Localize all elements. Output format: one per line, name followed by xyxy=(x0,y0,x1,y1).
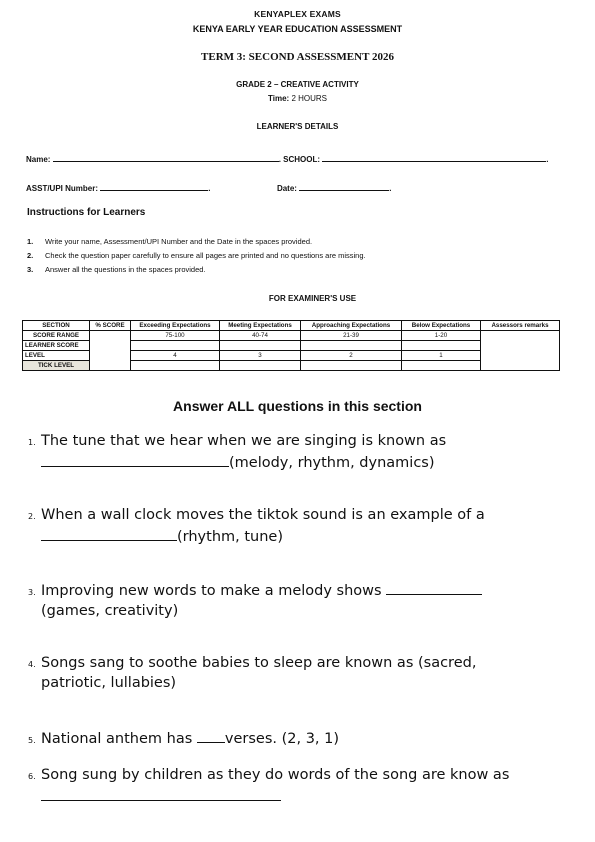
upi-date-row: ASST/UPI Number: . Date: . xyxy=(26,184,392,193)
school-field[interactable] xyxy=(322,153,546,162)
answer-blank[interactable] xyxy=(41,786,281,801)
question-2: 2. When a wall clock moves the tiktok sound is an example of a (rhythm, tune) xyxy=(28,507,485,545)
instruction-item: 1. Write your name, Assessment/UPI Number and the Date in the spaces provided. xyxy=(27,237,313,246)
term-heading: TERM 3: SECOND ASSESSMENT 2026 xyxy=(201,51,394,63)
question-3: 3. Improving new words to make a melody shows (games, creativity) xyxy=(28,580,568,621)
column-header: Meeting Expectations xyxy=(220,321,301,331)
table-cell[interactable] xyxy=(220,341,301,351)
table-cell: 40-74 xyxy=(220,331,301,341)
examiner-table xyxy=(22,320,560,371)
table-cell[interactable] xyxy=(402,361,481,371)
learner-details-heading: LEARNER'S DETAILS xyxy=(256,122,339,131)
column-header: SECTION xyxy=(23,321,90,331)
section-title: Answer ALL questions in this section xyxy=(173,398,422,414)
table-cell: 21-39 xyxy=(301,331,402,341)
time-allowed xyxy=(0,94,595,103)
table-row xyxy=(23,331,560,341)
assessment-title: KENYA EARLY YEAR EDUCATION ASSESSMENT xyxy=(192,24,403,34)
table-header-row xyxy=(23,321,560,331)
column-header: Below Expectations xyxy=(402,321,481,331)
table-cell: 4 xyxy=(131,351,220,361)
instruction-item: 2. Check the question paper carefully to ensure all pages are printed and no questions are missing. xyxy=(27,251,366,260)
percent-score-cell[interactable] xyxy=(90,331,131,371)
date-field[interactable] xyxy=(299,182,389,191)
name-school-row: Name: . SCHOOL: . xyxy=(26,155,549,164)
assessor-remarks-cell[interactable] xyxy=(481,331,560,371)
table-cell[interactable] xyxy=(301,341,402,351)
answer-blank[interactable] xyxy=(197,728,225,743)
answer-blank[interactable] xyxy=(386,580,482,595)
question-4: 4. Songs sang to soothe babies to sleep are known as (sacred, patriotic, lullabies) xyxy=(28,655,477,691)
column-header: Approaching Expectations xyxy=(301,321,402,331)
table-cell: 1-20 xyxy=(402,331,481,341)
time-label: Time: xyxy=(268,94,290,103)
grade-subject: GRADE 2 – CREATIVE ACTIVITY xyxy=(236,80,359,89)
upi-label: ASST/UPI Number: xyxy=(26,184,99,193)
row-label: TICK LEVEL xyxy=(23,361,90,371)
table-cell[interactable] xyxy=(301,361,402,371)
school-label: SCHOOL: xyxy=(283,155,321,164)
row-label: LEVEL xyxy=(23,351,90,361)
table-cell: 1 xyxy=(402,351,481,361)
column-header: Exceeding Expectations xyxy=(131,321,220,331)
table-cell[interactable] xyxy=(220,361,301,371)
exam-organisation: KENYAPLEX EXAMS xyxy=(254,9,341,19)
row-label: SCORE RANGE xyxy=(23,331,90,341)
time-value: 2 HOURS xyxy=(291,94,327,103)
table-cell[interactable] xyxy=(131,361,220,371)
row-label: LEARNER SCORE xyxy=(23,341,90,351)
upi-field[interactable] xyxy=(100,182,208,191)
instruction-item: 3. Answer all the questions in the spaces provided. xyxy=(27,265,206,274)
instructions-heading: Instructions for Learners xyxy=(27,207,146,218)
table-cell: 75-100 xyxy=(131,331,220,341)
date-label: Date: xyxy=(276,184,297,193)
name-label: Name: xyxy=(26,155,51,164)
table-cell[interactable] xyxy=(402,341,481,351)
answer-blank[interactable] xyxy=(41,452,229,467)
table-cell[interactable] xyxy=(131,341,220,351)
column-header: % SCORE xyxy=(90,321,131,331)
examiner-use-heading: FOR EXAMINER'S USE xyxy=(268,294,357,303)
table-cell: 2 xyxy=(301,351,402,361)
question-1: 1. The tune that we hear when we are singing is known as (melody, rhythm, dynamics) xyxy=(28,433,447,471)
answer-blank[interactable] xyxy=(41,526,177,541)
name-field[interactable] xyxy=(53,153,279,162)
question-6: 6. Song sung by children as they do words of the song are know as xyxy=(28,766,568,807)
table-cell: 3 xyxy=(220,351,301,361)
column-header: Assessors remarks xyxy=(481,321,560,331)
question-5: 5. National anthem has verses. (2, 3, 1) xyxy=(28,728,568,750)
